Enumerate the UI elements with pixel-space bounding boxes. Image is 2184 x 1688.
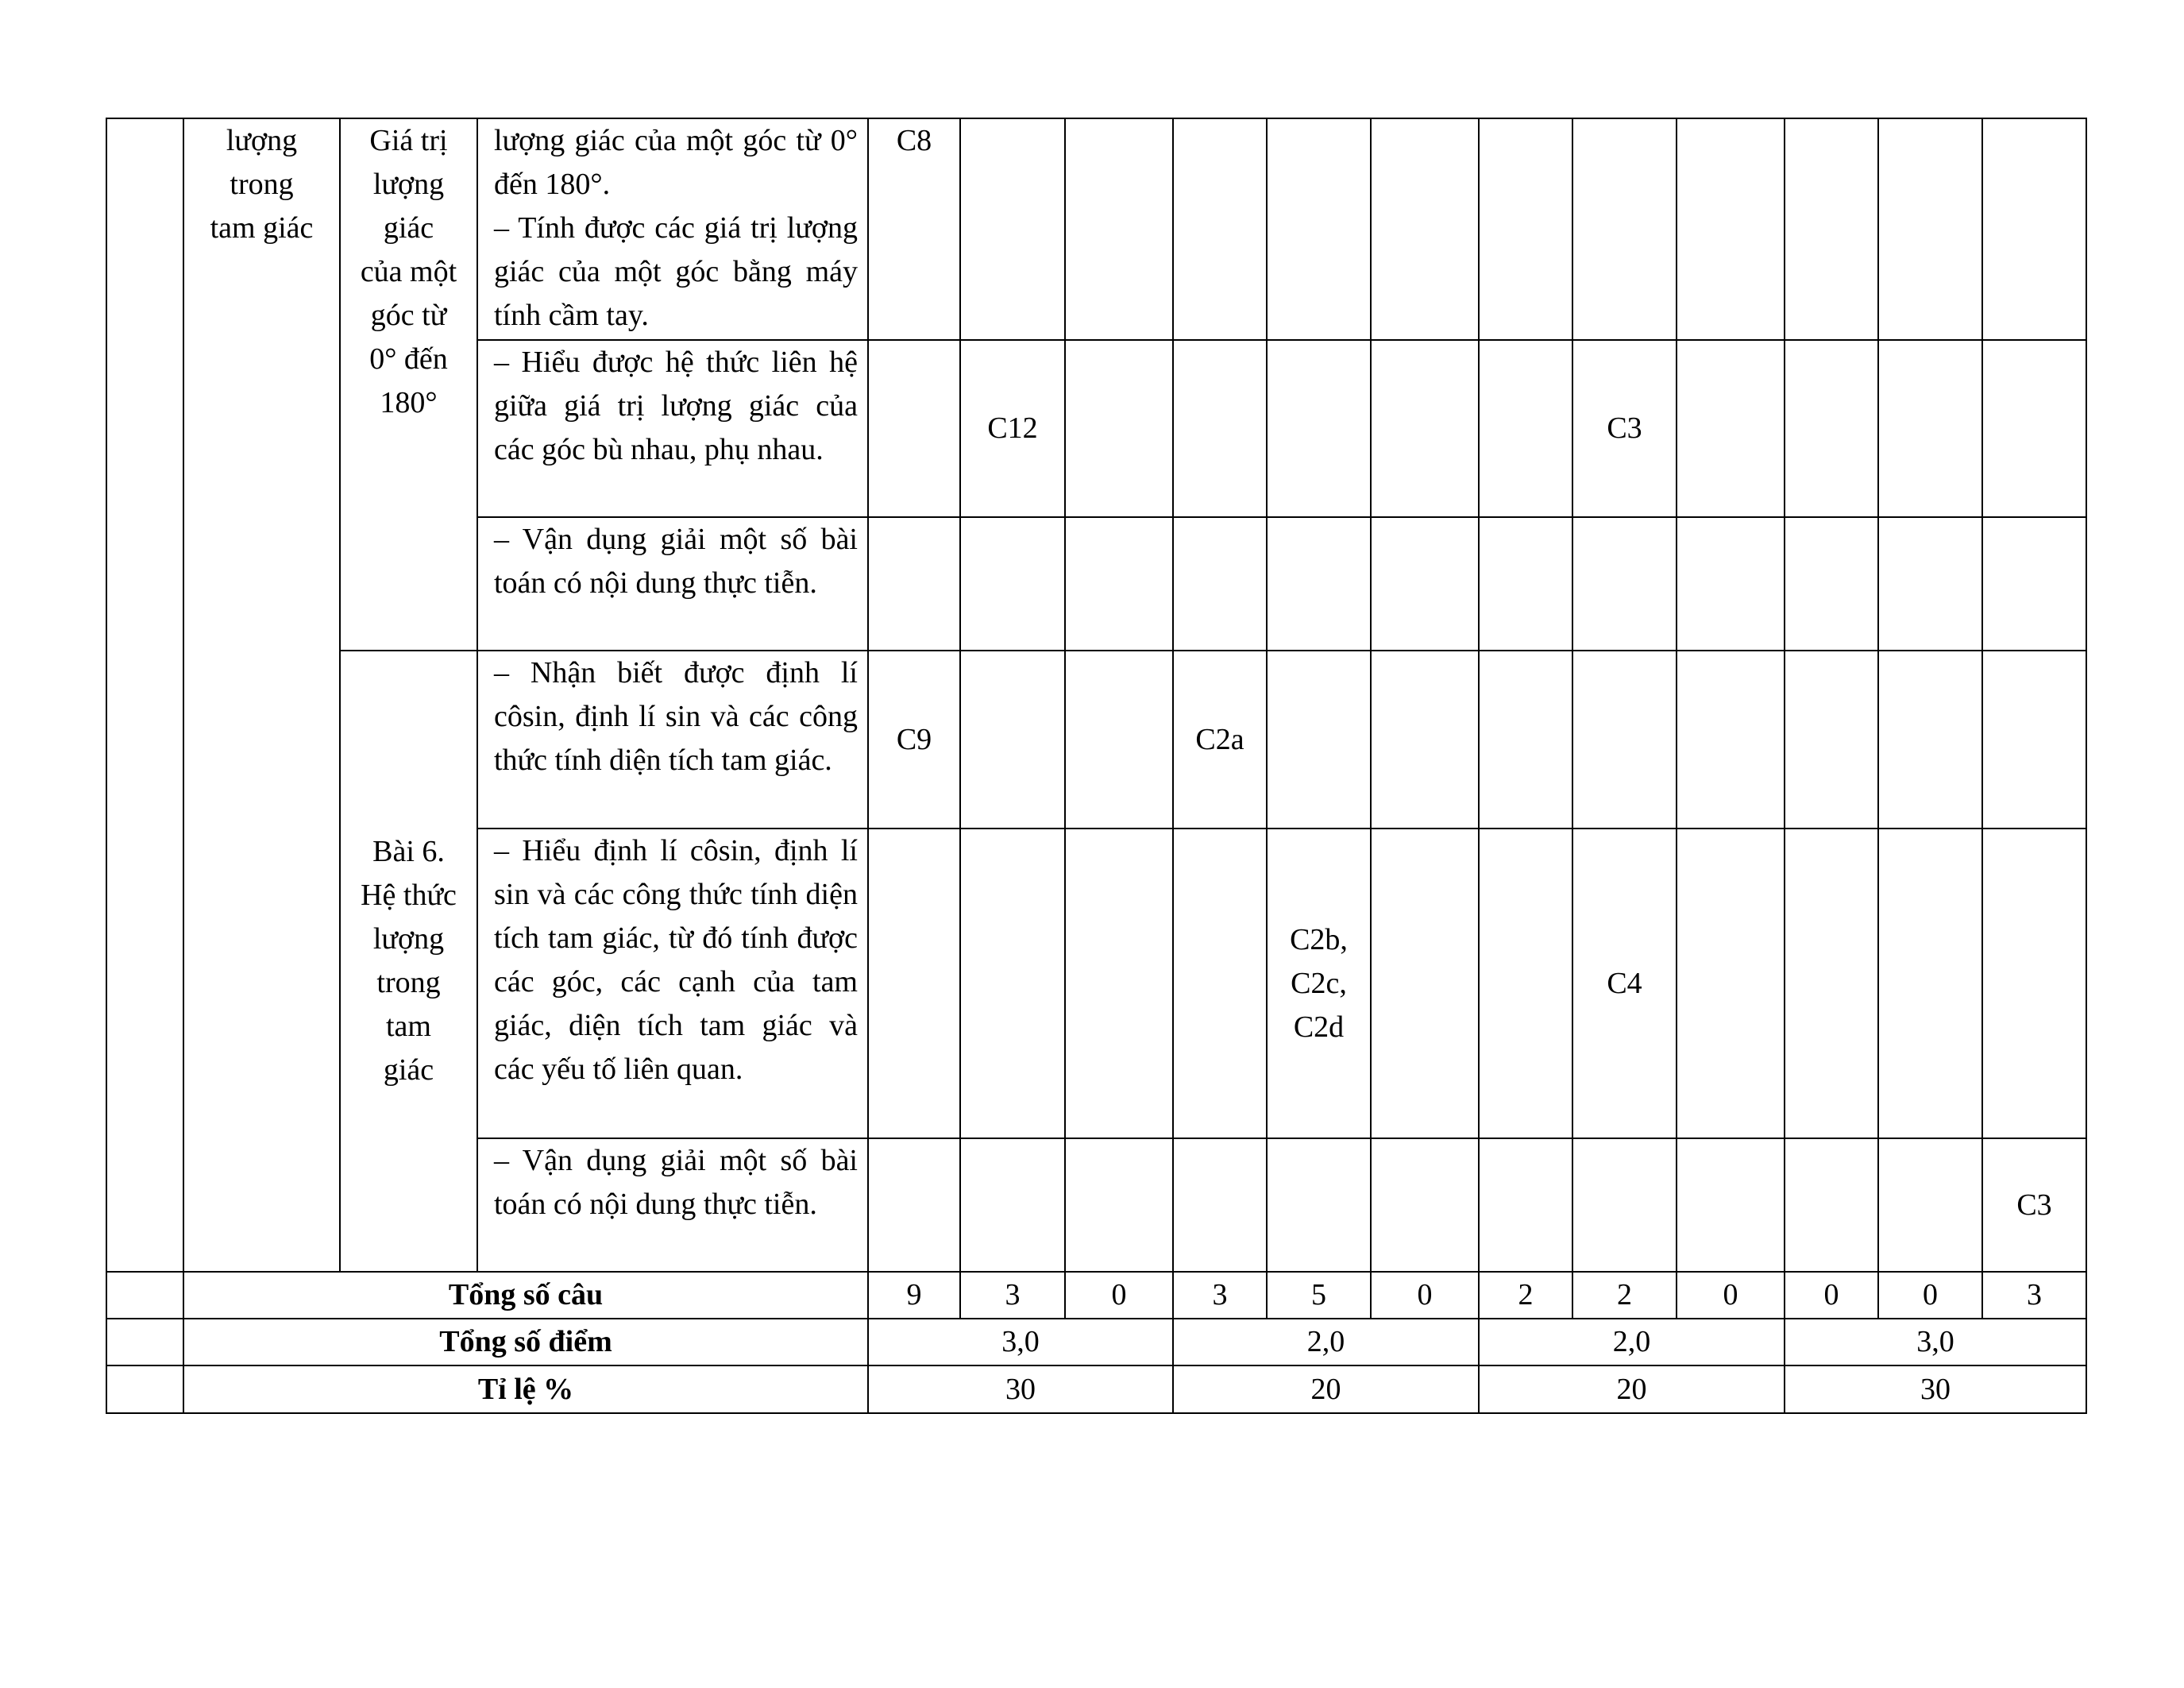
table-row <box>106 651 2086 829</box>
question-cell <box>1878 340 1982 517</box>
question-cell <box>1371 651 1479 829</box>
question-cell: C9 <box>868 651 960 829</box>
question-cell <box>1572 1138 1677 1272</box>
requirement-cell: – Hiểu được hệ thức liên hệ giữa giá trị lượng giác của các góc bù nhau, phụ nhau. <box>477 340 868 517</box>
question-cell <box>1982 829 2086 1138</box>
question-cell <box>1572 118 1677 340</box>
question-cell <box>1479 651 1572 829</box>
question-cell <box>1677 1138 1785 1272</box>
points-cell: 3,0 <box>1785 1319 2086 1365</box>
question-cell <box>1267 651 1371 829</box>
total-cell: 0 <box>1371 1272 1479 1319</box>
total-cell: 5 <box>1267 1272 1371 1319</box>
index-cell <box>106 1319 183 1365</box>
question-cell <box>1479 517 1572 651</box>
question-cell <box>1677 118 1785 340</box>
question-cell: C4 <box>1572 829 1677 1138</box>
requirement-cell: lượng giác của một góc từ 0° đến 180°. – Tính được các giá trị lượng giác của một góc bằng máy tính cầm tay. <box>477 118 868 340</box>
question-cell <box>868 517 960 651</box>
lesson-cell: Bài 6. Hệ thức lượng trong tam giác <box>340 651 477 1272</box>
question-cell <box>1677 340 1785 517</box>
lesson-cell: Giá trị lượng giác của một góc từ 0° đến 180° <box>340 118 477 651</box>
requirement-cell: – Hiểu định lí côsin, định lí sin và các công thức tính diện tích tam giác, từ đó tính được các góc, các cạnh của tam giác, diện tích tam giác và các yếu tố liên quan. <box>477 829 868 1138</box>
question-cell <box>1479 829 1572 1138</box>
question-cell <box>1878 118 1982 340</box>
question-cell <box>1173 118 1267 340</box>
total-cell: 2 <box>1479 1272 1572 1319</box>
question-cell <box>1371 118 1479 340</box>
total-questions-row <box>106 1272 2086 1319</box>
total-cell: 0 <box>1065 1272 1173 1319</box>
question-cell <box>1785 651 1878 829</box>
question-cell <box>1371 517 1479 651</box>
question-cell <box>1982 517 2086 651</box>
points-cell: 2,0 <box>1173 1319 1479 1365</box>
question-cell <box>1065 829 1173 1138</box>
index-cell <box>106 1365 183 1413</box>
question-cell: C3 <box>1572 340 1677 517</box>
total-cell: 0 <box>1878 1272 1982 1319</box>
question-cell <box>868 340 960 517</box>
total-points-row <box>106 1319 2086 1365</box>
percent-cell: 20 <box>1479 1365 1785 1413</box>
question-cell <box>1173 517 1267 651</box>
question-cell <box>1982 651 2086 829</box>
question-cell <box>960 829 1065 1138</box>
points-cell: 3,0 <box>868 1319 1173 1365</box>
percent-cell: 20 <box>1173 1365 1479 1413</box>
percent-cell: 30 <box>868 1365 1173 1413</box>
total-cell: 0 <box>1785 1272 1878 1319</box>
question-cell <box>1173 829 1267 1138</box>
question-cell <box>1371 340 1479 517</box>
total-cell: 3 <box>960 1272 1065 1319</box>
total-points-label: Tổng số điểm <box>183 1319 868 1365</box>
total-cell: 3 <box>1173 1272 1267 1319</box>
question-cell <box>1785 517 1878 651</box>
question-cell <box>1677 829 1785 1138</box>
question-cell <box>1267 517 1371 651</box>
total-cell: 0 <box>1677 1272 1785 1319</box>
table-row <box>106 118 2086 340</box>
question-cell: C12 <box>960 340 1065 517</box>
question-cell <box>1267 340 1371 517</box>
assessment-matrix-table <box>106 118 2087 1414</box>
percent-cell: 30 <box>1785 1365 2086 1413</box>
question-cell <box>1785 340 1878 517</box>
question-cell <box>1065 651 1173 829</box>
question-cell <box>1878 651 1982 829</box>
question-cell <box>868 1138 960 1272</box>
question-cell <box>1785 1138 1878 1272</box>
percent-label: Tỉ lệ % <box>183 1365 868 1413</box>
question-cell <box>1173 1138 1267 1272</box>
question-cell <box>960 118 1065 340</box>
question-cell <box>1479 1138 1572 1272</box>
question-cell <box>1785 118 1878 340</box>
question-cell <box>1572 517 1677 651</box>
question-cell <box>1267 118 1371 340</box>
question-cell: C2b, C2c, C2d <box>1267 829 1371 1138</box>
question-cell <box>1982 118 2086 340</box>
total-cell: 3 <box>1982 1272 2086 1319</box>
question-cell <box>1479 340 1572 517</box>
question-cell <box>1065 517 1173 651</box>
question-cell: C2a <box>1173 651 1267 829</box>
question-cell <box>1065 340 1173 517</box>
question-cell <box>1677 517 1785 651</box>
question-cell <box>1479 118 1572 340</box>
question-cell <box>1878 517 1982 651</box>
question-cell <box>1267 1138 1371 1272</box>
question-cell <box>1677 651 1785 829</box>
total-cell: 2 <box>1572 1272 1677 1319</box>
chapter-cell: lượng trong tam giác <box>183 118 340 1272</box>
question-cell <box>1982 340 2086 517</box>
question-cell <box>960 651 1065 829</box>
total-questions-label: Tổng số câu <box>183 1272 868 1319</box>
question-cell <box>960 1138 1065 1272</box>
question-cell <box>1785 829 1878 1138</box>
question-cell: C3 <box>1982 1138 2086 1272</box>
question-cell <box>1065 118 1173 340</box>
points-cell: 2,0 <box>1479 1319 1785 1365</box>
requirement-cell: – Vận dụng giải một số bài toán có nội dung thực tiễn. <box>477 517 868 651</box>
question-cell <box>1371 1138 1479 1272</box>
question-cell <box>1572 651 1677 829</box>
question-cell: C8 <box>868 118 960 340</box>
question-cell <box>1878 1138 1982 1272</box>
question-cell <box>1173 340 1267 517</box>
question-cell <box>960 517 1065 651</box>
total-cell: 9 <box>868 1272 960 1319</box>
requirement-cell: – Vận dụng giải một số bài toán có nội dung thực tiễn. <box>477 1138 868 1272</box>
question-cell <box>868 829 960 1138</box>
question-cell <box>1065 1138 1173 1272</box>
index-cell <box>106 118 183 1272</box>
percent-row <box>106 1365 2086 1413</box>
question-cell <box>1371 829 1479 1138</box>
requirement-cell: – Nhận biết được định lí côsin, định lí sin và các công thức tính diện tích tam giác. <box>477 651 868 829</box>
question-cell <box>1878 829 1982 1138</box>
index-cell <box>106 1272 183 1319</box>
